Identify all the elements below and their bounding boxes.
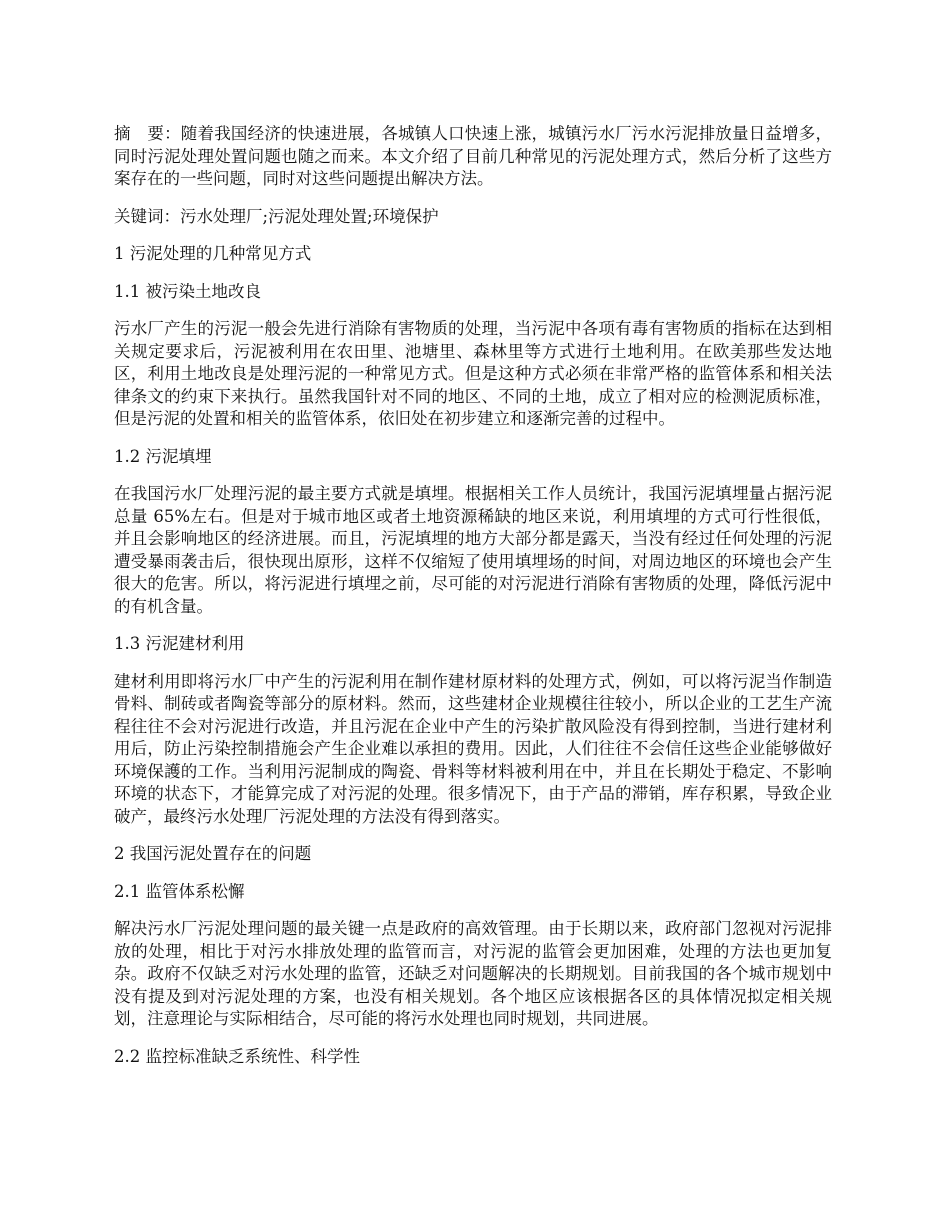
paragraph-1-3: 建材利用即将污水厂中产生的污泥利用在制作建材原材料的处理方式，例如，可以将污泥当作制造骨料、制砖或者陶瓷等部分的原材料。然而，这些建材企业规模往往较小，所以企业的工艺生产流程往往不会对污泥进行改造，并且污泥在企业中产生的污染扩散风险没有得到控制，当进行建材利用后，防止污染控制措施会产生企业难以承担的费用。因此，人们往往不会信任这些企业能够做好环境保護的工作。当利用污泥制成的陶瓷、骨料等材料被利用在中，并且在长期处于稳定、不影响环境的状态下，才能算完成了对污泥的处理。很多情况下，由于产品的滞销，库存积累，导致企业破产，最终污水处理厂污泥处理的方法没有得到落实。 bbox=[114, 671, 832, 826]
subsection-heading-1-3: 1.3 污泥建材利用 bbox=[114, 634, 245, 653]
section-heading-1: 1 污泥处理的几种常见方式 bbox=[114, 244, 312, 263]
subsection-heading-1-1: 1.1 被污染土地改良 bbox=[114, 281, 261, 301]
paragraph-1-1: 污水厂产生的污泥一般会先进行消除有害物质的处理，当污泥中各项有毒有害物质的指标在达到相关规定要求后，污泥被利用在农田里、池塘里、森林里等方式进行土地利用。在欧美那些发达地区，利用土地改良是处理污泥的一种常见方式。但是这种方式必须在非常严格的监管体系和相关法律条文的约束下来执行。虽然我国针对不同的地区、不同的土地，成立了相对应的检测泥质标准，但是污泥的处置和相关的监管体系，依旧处在初步建立和逐渐完善的过程中。 bbox=[114, 319, 832, 428]
subsection-heading-2-1: 2.1 监管体系松懈 bbox=[114, 881, 245, 901]
keywords-line: 关键词：污水处理厂;污泥处理处置;环境保护 bbox=[114, 206, 439, 226]
paragraph-2-1: 解决污水厂污泥处理问题的最关键一点是政府的高效管理。由于长期以来，政府部门忽视对污泥排放的处理，相比于对污水排放处理的监管而言，对污泥的监管会更加困难，处理的方法也更加复杂。政府不仅缺乏对污水处理的监管，还缺乏对问题解决的长期规划。目前我国的各个城市规划中没有提及到对污泥处理的方案，也没有相关规划。各个地区应该根据各区的具体情况拟定相关规划，注意理论与实际相结合，尽可能的将污水处理也同时规划，共同进展。 bbox=[114, 919, 832, 1028]
paragraph-1-2: 在我国污水厂处理污泥的最主要方式就是填埋。根据相关工作人员统计，我国污泥填埋量占据污泥总量 65%左右。但是对于城市地区或者土地资源稀缺的地区来说，利用填埋的方式可行性很低，并且会影响地区的经济进展。而且，污泥填埋的地方大部分都是露天，当没有经过任何处理的污泥遭受暴雨袭击后，很快现出原形，这样不仅缩短了使用填埋场的时间，对周边地区的环境也会产生很大的危害。所以，将污泥进行填埋之前，尽可能的对污泥进行消除有害物质的处理，降低污泥中的有机含量。 bbox=[114, 484, 832, 616]
section-heading-2: 2 我国污泥处置存在的问题 bbox=[114, 844, 312, 863]
subsection-heading-1-2: 1.2 污泥填埋 bbox=[114, 446, 212, 466]
subsection-heading-2-2: 2.2 监控标准缺乏系统性、科学性 bbox=[114, 1046, 360, 1066]
abstract-paragraph: 摘 要：随着我国经济的快速进展，各城镇人口快速上涨，城镇污水厂污水污泥排放量日益增多，同时污泥处理处置问题也随之而来。本文介绍了目前几种常见的污泥处理方式，然后分析了这些方案存在的一些问题，同时对这些问题提出解决方法。 bbox=[114, 124, 832, 188]
